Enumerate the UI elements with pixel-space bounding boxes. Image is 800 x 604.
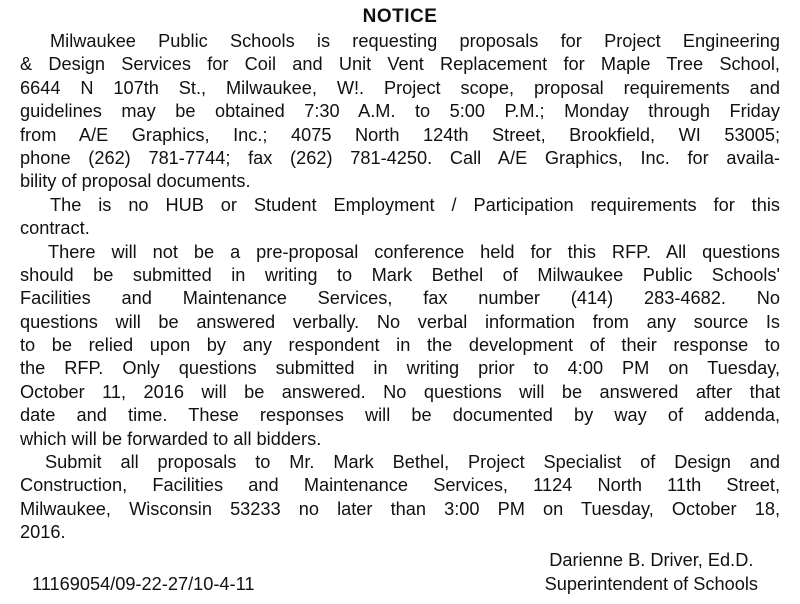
paragraph-hub-requirements <box>20 194 780 241</box>
text-line: from A/E Graphics, Inc.; 4075 North 124th Street, Brookfield, WI 53005; <box>20 124 780 145</box>
signature-block <box>545 548 758 596</box>
signatory-title: Superintendent of Schools <box>544 574 758 594</box>
text-line: to be relied upon by any respondent in the development of their response to <box>20 335 780 356</box>
text-line: which will be forwarded to all bidders. <box>20 428 322 449</box>
text-line: the RFP. Only questions submitted in writing prior to 4:00 PM on Tuesday, <box>20 358 780 379</box>
text-line: Submit all proposals to Mr. Mark Bethel, Project Specialist of Design and <box>45 452 780 473</box>
text-line: bility of proposal documents. <box>20 171 251 192</box>
paragraph-questions <box>20 241 780 452</box>
text-line: Facilities and Maintenance Services, fax number (414) 283-4682. No <box>20 288 780 309</box>
text-line: October 11, 2016 will be answered. No questions will be answered after that <box>20 381 780 402</box>
signatory-name: Darienne B. Driver, Ed.D. <box>549 550 754 570</box>
text-line: Construction, Facilities and Maintenance Services, 1124 North 11th Street, <box>20 475 780 496</box>
paragraph-submission <box>20 451 780 545</box>
public-notice <box>20 4 780 545</box>
text-line: Milwaukee, Wisconsin 53233 no later than 3:00 PM on Tuesday, October 18, <box>20 498 780 519</box>
text-line: should be submitted in writing to Mark Bethel of Milwaukee Public Schools' <box>20 264 780 285</box>
text-line: There will not be a pre-proposal conference held for this RFP. All questions <box>48 241 780 262</box>
text-line: phone (262) 781-7744; fax (262) 781-4250. Call A/E Graphics, Inc. for availa- <box>20 147 780 168</box>
text-line: Milwaukee Public Schools is requesting proposals for Project Engineering <box>50 31 780 51</box>
text-line: questions will be answered verbally. No verbal information from any source Is <box>20 311 780 332</box>
notice-title: NOTICE <box>362 6 438 27</box>
text-line: guidelines may be obtained 7:30 A.M. to 5:00 P.M.; Monday through Friday <box>20 101 780 122</box>
text-line: & Design Services for Coil and Unit Vent Replacement for Maple Tree School, <box>20 54 780 75</box>
notice-footer <box>20 548 780 604</box>
text-line: The is no HUB or Student Employment / Participation requirements for this <box>50 194 780 215</box>
text-line: 2016. <box>20 522 66 543</box>
text-line: 6644 N 107th St., Milwaukee, W!. Project scope, proposal requirements and <box>20 77 780 98</box>
text-line: date and time. These responses will be documented by way of addenda, <box>20 405 780 426</box>
paragraph-project-engineering <box>20 30 780 194</box>
text-line: contract. <box>20 218 90 239</box>
reference-code: 11169054/09-22-27/10-4-11 <box>32 574 255 594</box>
